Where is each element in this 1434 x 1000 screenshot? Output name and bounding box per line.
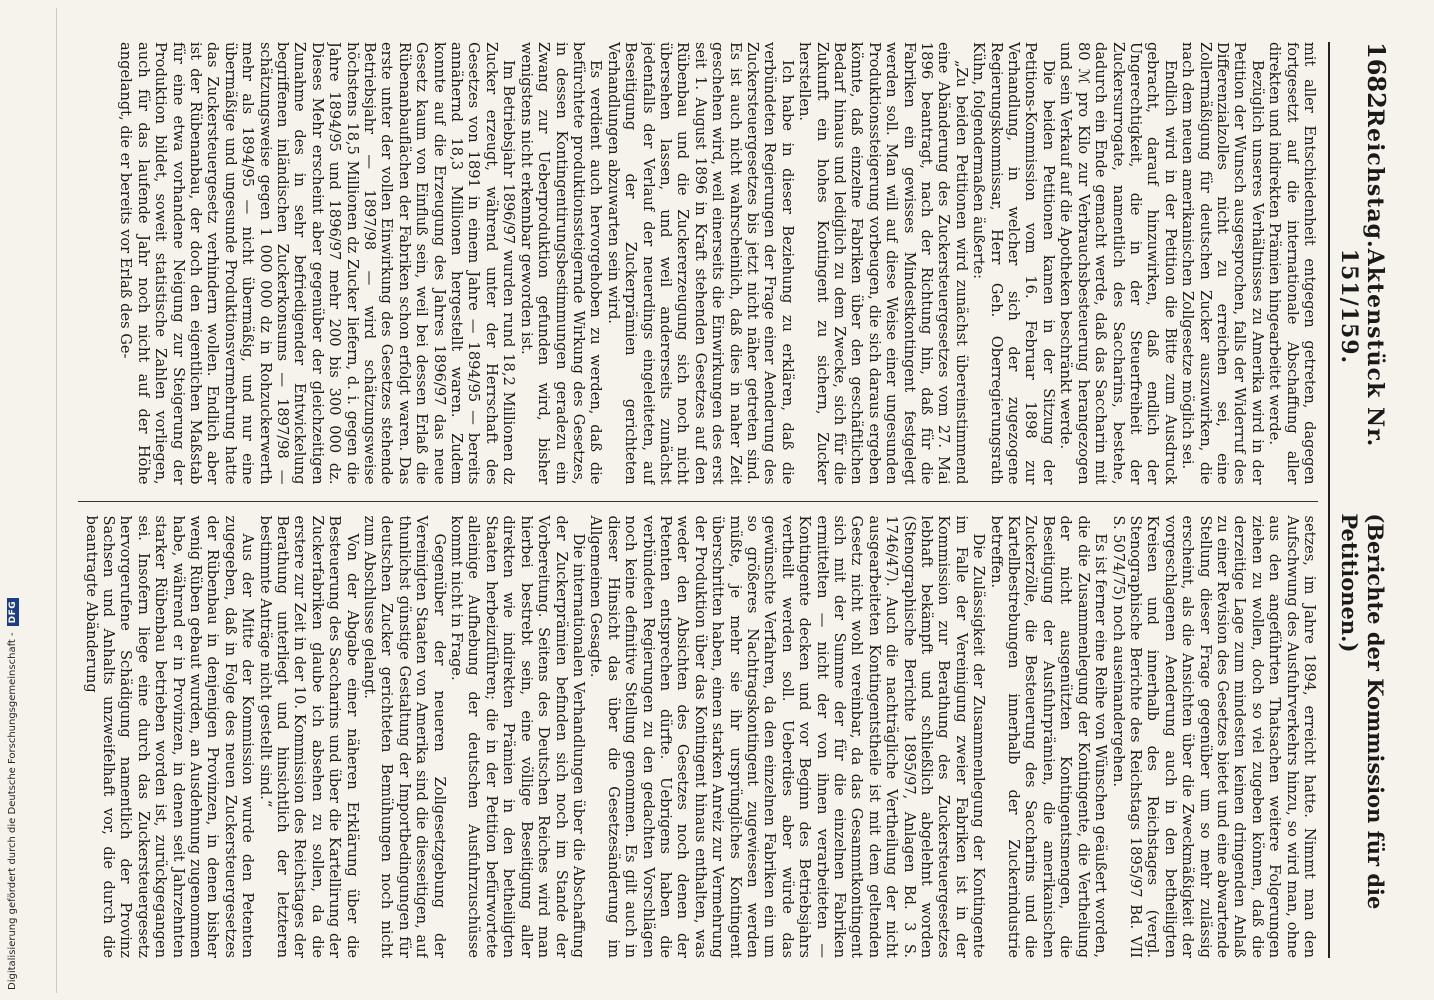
- paragraph: setzes, im Jahre 1894, erreicht hatte. Nimmt man den Aufschwung des Ausfuhrverkehrs hinzu, so wird man, ohne aus den angeführten Thatsachen weitere Folgerungen ziehen zu wollen, doch so viel zugeben können, daß die derzeitige Lage zum mindesten keinen dringenden Anlaß zu einer Revision des Gesetzes bietet und eine abwartende Stellung dieser Frage gegenüber um so mehr zulässig erscheint, als die Ansichten über die Zweckmäßigkeit der vorgeschlagenen Aenderung auch in den betheiligten Kreisen und innerhalb des Reichstages (vergl. Stenographische Berichte des Reichstags 1895/97 Bd. VII S. 5074/75) noch auseinandergehen.: [1109, 515, 1318, 958]
- paragraph: Die internationalen Verhandlungen über die Abschaffung der Zuckerprämien befinden sich noch im Stande der Vorbereitung. Seitens des Deutschen Reiches wird man hierbei bestrebt sein, eine völlige Beseitigung aller direkten wie indirekten Prämien in den betheiligten Staaten herbeizuführen; die in der Petition befürwortete alleinige Aufhebung der deutschen Ausfuhrzuschüsse kommt nicht in Frage.: [448, 515, 587, 958]
- header-subject: (Berichte der Kommission für die Petitionen.): [1337, 513, 1388, 910]
- text-columns: [78, 42, 1318, 958]
- credit-text: Digitalisierung gefördert durch die Deutsche Forschungsgemeinschaft -: [7, 632, 18, 990]
- paragraph: Endlich wird in der Petition die Bitte zum Ausdruck gebracht, darauf hinzuwirken, daß endlich der Ungerechtigkeit, die in der Steuerfreiheit der Zuckersurrogate, namentlich des Saccharins, bestehe, dadurch ein Ende gemacht werde, daß das Saccharin mit 80 ℳ pro Kilo zur Verbrauchsbesteuerung herangezogen und sein Verkauf auf die Apotheken beschränkt werde.: [1057, 42, 1179, 485]
- header-section: Reichstag.: [1362, 108, 1388, 249]
- dfg-logo: DFG: [7, 598, 19, 627]
- paragraph: Gegenüber der neueren Zollgesetzgebung der Vereinigten Staaten von Amerika sind die diesseitigen, auf thunlichst günstige Gestaltung der Importbedingungen für deutschen Zucker gerichteten Bemühungen noch nicht zum Abschlusse gelangt.: [361, 515, 448, 958]
- paragraph: Aus der Mitte der Kommission wurde den Petenten zugegeben, daß in Folge des neuen Zuckersteuergesetzes der Rübenbau in denjenigen Provinzen, in denen bisher wenig Rüben gebaut wurden, an Ausdehnung zugenommen habe, während er in Provinzen, in denen seit Jahrzehnten starker Rübenbau betrieben worden ist, zurückgegangen sei. Insofern liege eine durch das Zuckersteuergesetz hervorgerufene Schädigung namentlich der Provinz Sachsen und Anhalts unzweifelhaft vor, die durch die beantragte Abänderung: [82, 515, 257, 958]
- paragraph: Im Betriebsjahr 1896/97 wurden rund 18,2 Millionen dz Zucker erzeugt, während unter der Herrschaft des Gesetzes von 1891 in einem Jahre — 1894/95 — bereits annähernd 18,3 Millionen hergestellt waren. Zudem konnte auf die Erzeugung des Jahres 1896/97 das neue Gesetz kaum von Einfluß sein, weil bei dessen Erlaß die Rübenanbauflächen der Fabriken schon erfolgt waren. Das erste unter der vollen Einwirkung des Gesetzes stehende Betriebsjahr — 1897/98 — wird schätzungsweise höchstens 18,5 Millionen dz Zucker liefern, d. i. gegen die Jahre 1894/95 und 1896/97 mehr 200 bis 300 000 dz. Dieses Mehr erscheint aber gegenüber der gleichzeitigen Zunahme des in sehr befriedigender Entwickelung begriffenen inländischen Zuckerkonsums — 1897/98 — schätzungsweise gegen 1 000 000 dz in Rohzuckerwerth mehr als 1894/95 — nicht übermäßig, und nur eine übermäßige und ungesunde Produktionsvermehrung hatte das Zuckersteuergesetz verhindern wollen. Endlich aber ist der Rübenanbau, der doch den eigentlichen Maßstab für eine etwa vorhandene Neigung zur Steigerung der Produktion bildet, soweit statistische Zahlen vorliegen, auch für das laufende Jahr noch nicht auf der Höhe angelangt, die er bereits vor Erlaß des Ge-: [117, 42, 518, 485]
- page-number: 1682: [1362, 42, 1391, 109]
- paragraph: mit aller Entschiedenheit entgegen getreten, dagegen fortgesetzt auf die internationale Abschaffung aller direkten und indirekten Prämien hingearbeitet werde.: [1266, 42, 1318, 485]
- paragraph: Von der Abgabe einer näheren Erklärung über die Besteuerung des Saccharins und über die Kartellirung der Zuckerfabriken glaube ich absehen zu sollen, da die erstere zur Zeit in der 10. Kommission des Reichstages der Berathung unterliegt und hinsichtlich der letzteren bestimmte Anträge nicht gestellt sind.“: [256, 515, 361, 958]
- paragraph: Die beiden Petitionen kamen in der Sitzung der Petitions-Kommission vom 16. Februar 1898 zur Verhandlung, in welcher sich der zugezogene Regierungskommissar, Herr Geh. Oberregierungsrath Kühn, folgendermaßen äußerte:: [970, 42, 1057, 485]
- page-edge: [56, 8, 57, 993]
- right-column: [78, 501, 1318, 959]
- paragraph: Es ist ferner eine Reihe von Wünschen geäußert worden, die die Zusammenlegung der Kontingente, die Vertheilung der nicht ausgenützten Kontingentsmengen, die Beseitigung der Ausfuhrprämien, die amerikanischen Zuckerzölle, die Besteuerung des Saccharins und die Kartellbestrebungen innerhalb der Zuckerindustrie betreffen.: [987, 515, 1110, 958]
- rotated-document-page: [62, 20, 1407, 980]
- digitization-credit: [6, 10, 20, 990]
- paragraph: Ich habe in dieser Beziehung zu erklären, daß die verbündeten Regierungen der Frage einer Aenderung des Zuckersteuergesetzes bis jetzt nicht näher getreten sind. Es ist auch nicht wahrscheinlich, daß dies in naher Zeit geschehen wird, weil einerseits die Einwirkungen des erst seit 1. August 1896 in Kraft stehenden Gesetzes auf den Rübenbau und die Zuckererzeugung sich noch nicht übersehen lassen, und weil andererseits zunächst jedenfalls der Verlauf der neuerdings eingeleiteten, auf Beseitigung der Zuckerprämien gerichteten Verhandlungen abzuwarten sein wird.: [604, 42, 796, 485]
- paragraph: „Zu beiden Petitionen wird zunächst übereinstimmend eine Abänderung des Zuckersteuergesetzes vom 27. Mai 1896 beantragt, nach der Richtung hin, daß für die Fabriken ein gewisses Mindestkontingent festgelegt werden soll. Man will auf diese Weise einer ungesunden Produktionssteigerung vorbeugen, die sich daraus ergeben könnte, daß einzelne Fabriken über den geschäftlichen Bedarf hinaus und lediglich zu dem Zwecke, sich für die Zukunft ein hohes Kontingent zu sichern, Zucker herstellen.: [796, 42, 970, 485]
- header-document: Aktenstück Nr. 151/159.: [1336, 248, 1388, 448]
- paragraph: Es verdient auch hervorgehoben zu werden, daß die befürchtete produktionssteigernde Wirkung des Gesetzes, in dessen Kontingentirungsbestimmungen geradezu ein Zwang zur Ueberproduktion gefunden wird, bisher wenigstens nicht erkennbar geworden ist.: [517, 42, 605, 485]
- left-column: [78, 42, 1318, 485]
- running-header: [1328, 42, 1389, 958]
- paragraph: Die Zulässigkeit der Zusammenlegung der Kontingente im Falle der Vereinigung zweier Fabriken ist in der Kommission zur Berathung des Zuckersteuergesetzes lebhaft bekämpft und schließlich abgelehnt worden (Stenographische Berichte 1895/97, Anlagen Bd. 3 S. 1746/47). Auch die nachträgliche Vertheilung der nicht ausgearbeiteten Kontingentstheile ist mit dem geltenden Gesetz nicht wohl vereinbar, da das Gesammtkontingent sich mit der Summe der für die einzelnen Fabriken ermittelten — nicht der von ihnen verarbeiteten — Kontingente decken und vor Beginn des Betriebsjahrs vertheilt werden soll. Ueberdies aber würde das gewünschte Verfahren, da den einzelnen Fabriken ein um so größeres Nachtragskontingent zugewiesen werden müßte, je mehr sie ihr ursprüngliches Kontingent überschritten haben, einen starken Anreiz zur Vermehrung der Produktion über das Kontingent hinaus enthalten, was weder den Absichten des Gesetzes noch denen der Petenten entsprechen dürfte. Uebrigens haben die verbündeten Regierungen zu den gedachten Vorschlägen noch keine definitive Stellung genommen. Es gilt auch in dieser Hinsicht das über die Gesetzesänderung im Allgemeinen Gesagte.: [587, 515, 988, 958]
- paragraph: Bezüglich unseres Verhältnisses zu Amerika wird in der Petition der Wunsch ausgesprochen, falls der Widerruf des Differenzialzolles nicht zu erreichen sei, eine Zollermäßigung für deutschen Zucker auszuwirken, die nach dem neuen amerikanischen Zollgesetze möglich sei.: [1179, 42, 1266, 485]
